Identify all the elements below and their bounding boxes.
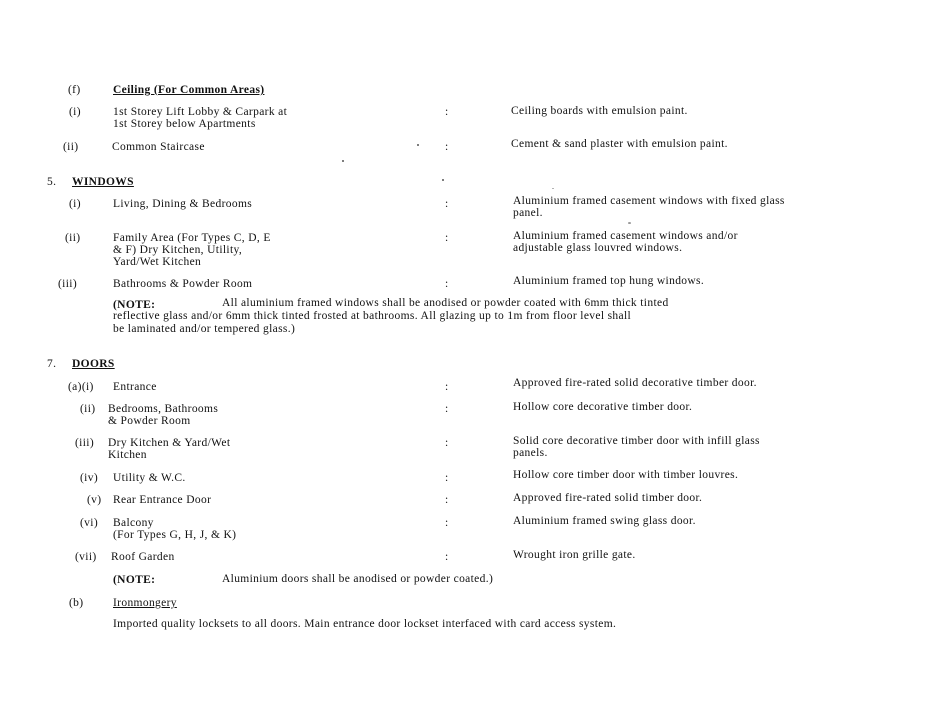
- item-description: Approved fire-rated solid timber door.: [513, 492, 703, 504]
- item-label: Roof Garden: [111, 551, 175, 563]
- item-number: (iii): [58, 278, 77, 290]
- item-label: Dry Kitchen & Yard/Wet Kitchen: [108, 437, 231, 461]
- item-colon: :: [445, 517, 449, 529]
- note-label: (NOTE:: [113, 574, 156, 586]
- item-number: (a)(i): [68, 381, 94, 393]
- item-description: Approved fire-rated solid decorative timber door.: [513, 377, 757, 389]
- scan-speck: [442, 179, 444, 181]
- note-label: (NOTE:: [113, 299, 156, 311]
- item-label: Bathrooms & Powder Room: [113, 278, 253, 290]
- item-description: Aluminium framed casement windows with fixed glass panel.: [513, 195, 785, 219]
- section-number: 7.: [47, 358, 57, 370]
- note-text: All aluminium framed windows shall be anodised or powder coated with 6mm thick tinted: [222, 297, 669, 309]
- item-description: Cement & sand plaster with emulsion paint.: [511, 138, 728, 150]
- item-colon: :: [445, 551, 449, 563]
- item-label: Rear Entrance Door: [113, 494, 212, 506]
- item-description: Hollow core decorative timber door.: [513, 401, 693, 413]
- item-description: Aluminium framed casement windows and/or adjustable glass louvred windows.: [513, 230, 738, 254]
- scan-speck: [342, 160, 344, 162]
- item-number: (i): [69, 198, 81, 210]
- item-number: (vi): [80, 517, 99, 529]
- item-number: (vii): [75, 551, 97, 563]
- item-label: Living, Dining & Bedrooms: [113, 198, 253, 210]
- item-description: Aluminium framed swing glass door.: [513, 515, 696, 527]
- item-description: Solid core decorative timber door with infill glass panels.: [513, 435, 760, 459]
- scan-speck: [628, 222, 631, 224]
- ironmongery-heading: Ironmongery: [113, 597, 177, 609]
- item-colon: :: [445, 381, 449, 393]
- item-number: (iii): [75, 437, 94, 449]
- item-colon: :: [445, 472, 449, 484]
- item-label: Utility & W.C.: [113, 472, 186, 484]
- item-colon: :: [445, 232, 449, 244]
- note-text: Aluminium doors shall be anodised or powder coated.): [222, 573, 494, 585]
- item-colon: :: [445, 403, 449, 415]
- ceiling-heading: Ceiling (For Common Areas): [113, 84, 265, 96]
- section-number: 5.: [47, 176, 57, 188]
- item-number: (i): [69, 106, 81, 118]
- item-description: Aluminium framed top hung windows.: [513, 275, 705, 287]
- item-label: Bedrooms, Bathrooms & Powder Room: [108, 403, 219, 427]
- item-colon: :: [445, 141, 449, 153]
- section-marker: (f): [68, 84, 81, 96]
- scan-speck: [552, 188, 554, 189]
- item-label: Entrance: [113, 381, 157, 393]
- item-number: (v): [87, 494, 102, 506]
- note-text: be laminated and/or tempered glass.): [113, 323, 296, 335]
- item-label: Common Staircase: [112, 141, 205, 153]
- item-colon: :: [445, 106, 449, 118]
- item-description: Hollow core timber door with timber louvres.: [513, 469, 739, 481]
- item-number: (ii): [63, 141, 79, 153]
- item-number: (ii): [65, 232, 81, 244]
- item-colon: :: [445, 278, 449, 290]
- item-number: (iv): [80, 472, 99, 484]
- item-description: Ceiling boards with emulsion paint.: [511, 105, 688, 117]
- item-colon: :: [445, 198, 449, 210]
- item-label: 1st Storey Lift Lobby & Carpark at 1st Storey below Apartments: [113, 106, 288, 130]
- scan-speck: [417, 144, 419, 146]
- item-colon: :: [445, 437, 449, 449]
- item-description: Wrought iron grille gate.: [513, 549, 636, 561]
- ironmongery-text: Imported quality locksets to all doors. Main entrance door lockset interfaced with card access system.: [113, 618, 617, 630]
- note-text: reflective glass and/or 6mm thick tinted frosted at bathrooms. All glazing up to 1m from floor level shall: [113, 310, 632, 322]
- item-label: Balcony (For Types G, H, J, & K): [113, 517, 237, 541]
- item-number: (ii): [80, 403, 96, 415]
- item-label: Family Area (For Types C, D, E & F) Dry Kitchen, Utility, Yard/Wet Kitchen: [113, 232, 271, 268]
- subsection-marker: (b): [69, 597, 84, 609]
- doors-heading: DOORS: [72, 358, 115, 370]
- windows-heading: WINDOWS: [72, 176, 134, 188]
- item-colon: :: [445, 494, 449, 506]
